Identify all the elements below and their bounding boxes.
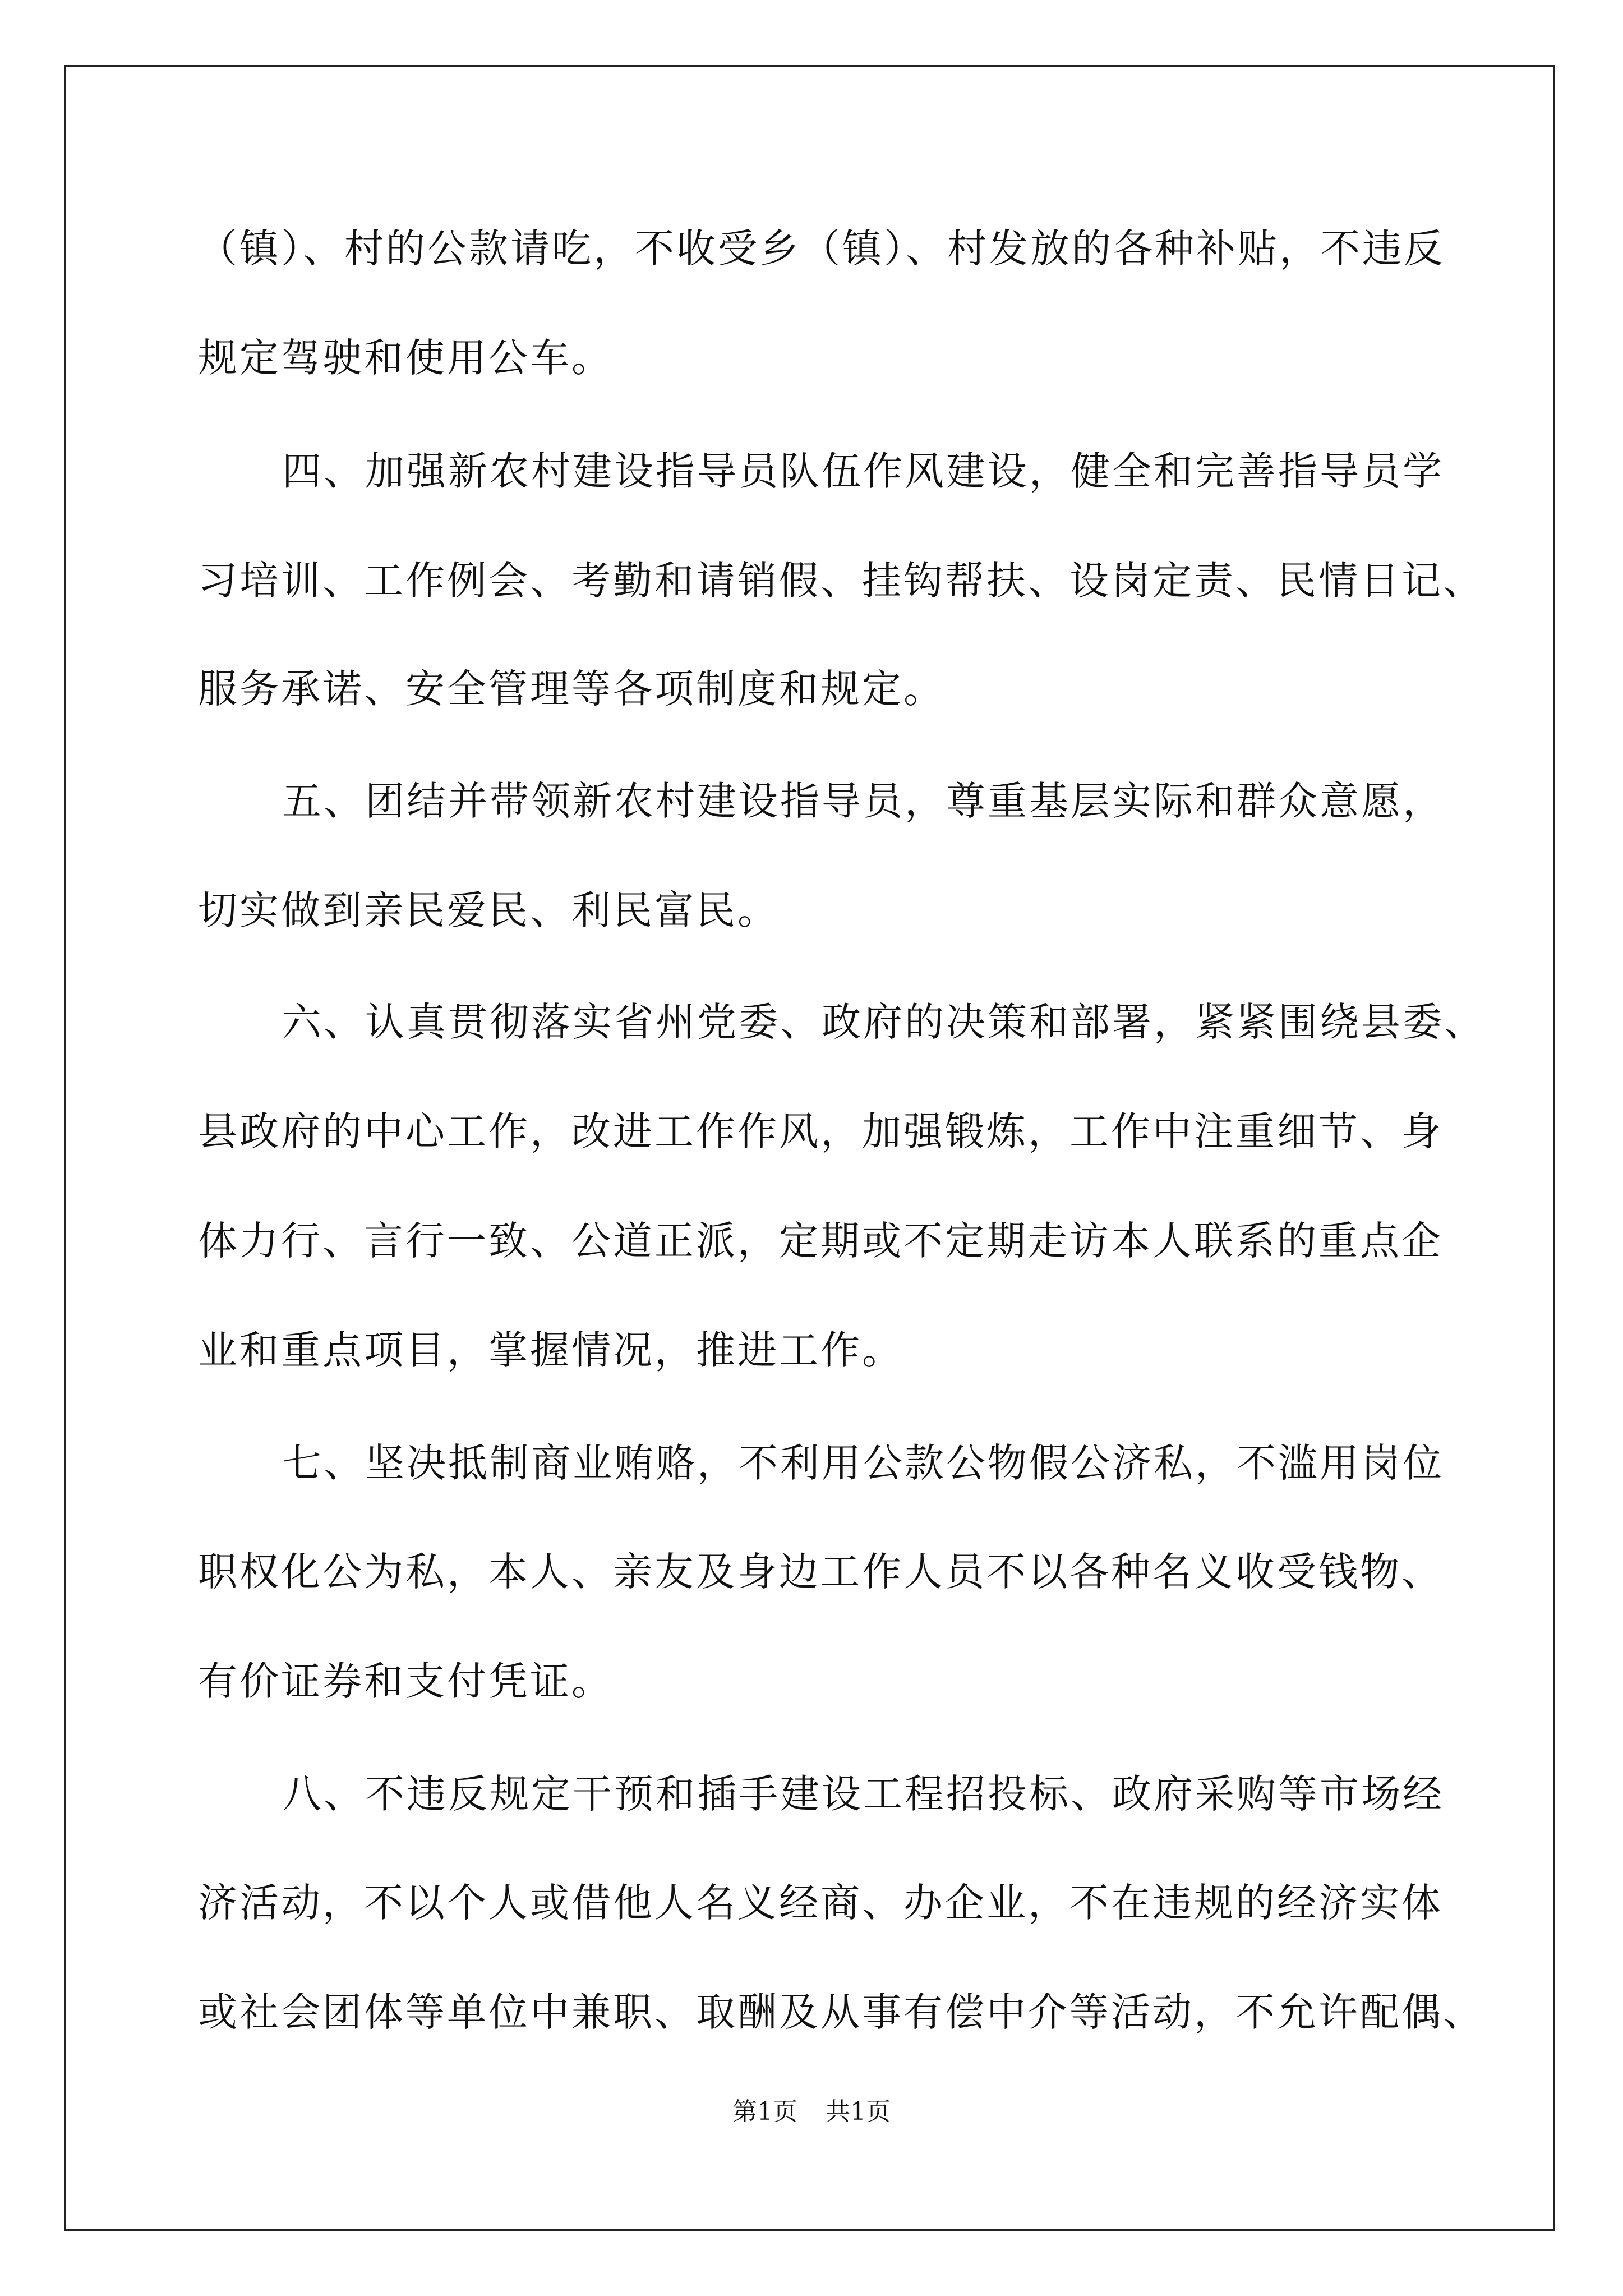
text-line: 济活动，不以个人或借他人名义经商、办企业，不在违规的经济实体: [198, 1880, 1443, 1926]
text-line: 县政府的中心工作，改进工作作风，加强锻炼，工作中注重细节、身: [198, 1108, 1443, 1154]
paragraph-first-line: 五、团结并带领新农村建设指导员，尊重基层实际和群众意愿，: [282, 778, 1444, 824]
text-line: 业和重点项目，掌握情况，推进工作。: [198, 1327, 903, 1373]
text-line: 有价证券和支付凭证。: [198, 1658, 613, 1704]
text-line: 服务承诺、安全管理等各项制度和规定。: [198, 666, 945, 712]
text-line: （镇）、村的公款请吃，不收受乡（镇）、村发放的各种补贴，不违反: [198, 226, 1445, 272]
paragraph-first-line: 八、不违反规定干预和插手建设工程招投标、政府采购等市场经: [282, 1771, 1444, 1817]
paragraph-first-line: 七、坚决抵制商业贿赂，不利用公款公物假公济私，不滥用岗位: [282, 1440, 1444, 1486]
page-total: 共1页: [826, 2097, 891, 2126]
text-line: 体力行、言行一致、公道正派，定期或不定期走访本人联系的重点企: [198, 1218, 1443, 1264]
page-number: 第1页: [732, 2097, 797, 2126]
text-line: 规定驾驶和使用公车。: [198, 335, 613, 381]
text-line: 职权化公为私，本人、亲友及身边工作人员不以各种名义收受钱物、: [198, 1549, 1443, 1595]
page-footer: [0, 2097, 1623, 2126]
text-line: 习培训、工作例会、考勤和请销假、挂钩帮扶、设岗定责、民情日记、: [198, 558, 1484, 604]
text-line: 或社会团体等单位中兼职、取酬及从事有偿中介等活动，不允许配偶、: [198, 1989, 1484, 2035]
paragraph-first-line: 六、认真贯彻落实省州党委、政府的决策和部署，紧紧围绕县委、: [282, 999, 1486, 1045]
text-line: 切实做到亲民爱民、利民富民。: [198, 887, 779, 933]
paragraph-first-line: 四、加强新农村建设指导员队伍作风建设，健全和完善指导员学: [282, 448, 1444, 494]
